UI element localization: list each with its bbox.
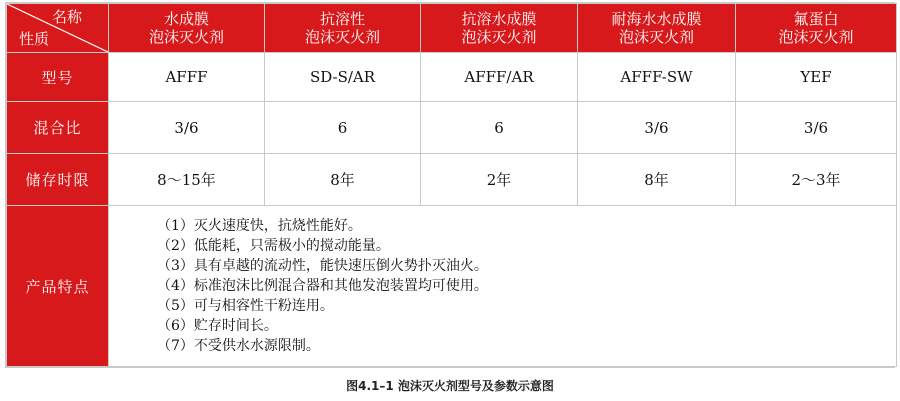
feature-item: （7）不受供水水源限制。	[157, 338, 320, 354]
feature-item: （5）可与相容性干粉连用。	[157, 298, 334, 314]
mix-ratio-cell: 3/6	[736, 102, 897, 154]
model-cell: YEF	[736, 53, 897, 102]
corner-label-name: 名称	[51, 8, 82, 26]
product-header: 抗溶性 泡沫灭火剂	[265, 4, 421, 53]
model-cell: AFFF	[109, 53, 265, 102]
feature-item: （1）灭火速度快，抗烧性能好。	[157, 218, 362, 234]
row-label-features: 产品特点	[7, 206, 109, 367]
row-label-model: 型号	[7, 53, 109, 102]
header-row	[7, 4, 897, 53]
mix-ratio-cell: 6	[421, 102, 578, 154]
feature-item: （6）贮存时间长。	[157, 318, 278, 334]
feature-item: （3）具有卓越的流动性，能快速压倒火势扑灭油火。	[157, 258, 488, 274]
row-label-mix-ratio: 混合比	[7, 102, 109, 154]
model-cell: SD-S/AR	[265, 53, 421, 102]
mix-ratio-row	[7, 102, 897, 154]
foam-agent-table	[6, 3, 897, 367]
storage-cell: 8年	[578, 154, 736, 206]
foam-agent-table-frame	[5, 2, 895, 368]
corner-label-property: 性质	[19, 30, 50, 48]
features-list	[109, 216, 896, 356]
mix-ratio-cell: 6	[265, 102, 421, 154]
storage-cell: 2年	[421, 154, 578, 206]
figure-caption: 图4.1–1 泡沫灭火剂型号及参数示意图	[346, 379, 554, 393]
product-header: 水成膜 泡沫灭火剂	[109, 4, 265, 53]
storage-cell: 8年	[265, 154, 421, 206]
mix-ratio-cell: 3/6	[109, 102, 265, 154]
model-cell: AFFF-SW	[578, 53, 736, 102]
storage-row	[7, 154, 897, 206]
storage-cell: 2～3年	[736, 154, 897, 206]
product-header: 抗溶水成膜 泡沫灭火剂	[421, 4, 578, 53]
model-row	[7, 53, 897, 102]
model-cell: AFFF/AR	[421, 53, 578, 102]
corner-header-cell	[7, 4, 109, 53]
mix-ratio-cell: 3/6	[578, 102, 736, 154]
feature-item: （2）低能耗，只需极小的搅动能量。	[157, 238, 390, 254]
product-header: 氟蛋白 泡沫灭火剂	[736, 4, 897, 53]
features-row	[7, 206, 897, 367]
feature-item: （4）标准泡沫比例混合器和其他发泡装置均可使用。	[157, 278, 488, 294]
row-label-storage: 储存时限	[7, 154, 109, 206]
product-header: 耐海水水成膜 泡沫灭火剂	[578, 4, 736, 53]
storage-cell: 8～15年	[109, 154, 265, 206]
features-cell	[109, 206, 897, 367]
